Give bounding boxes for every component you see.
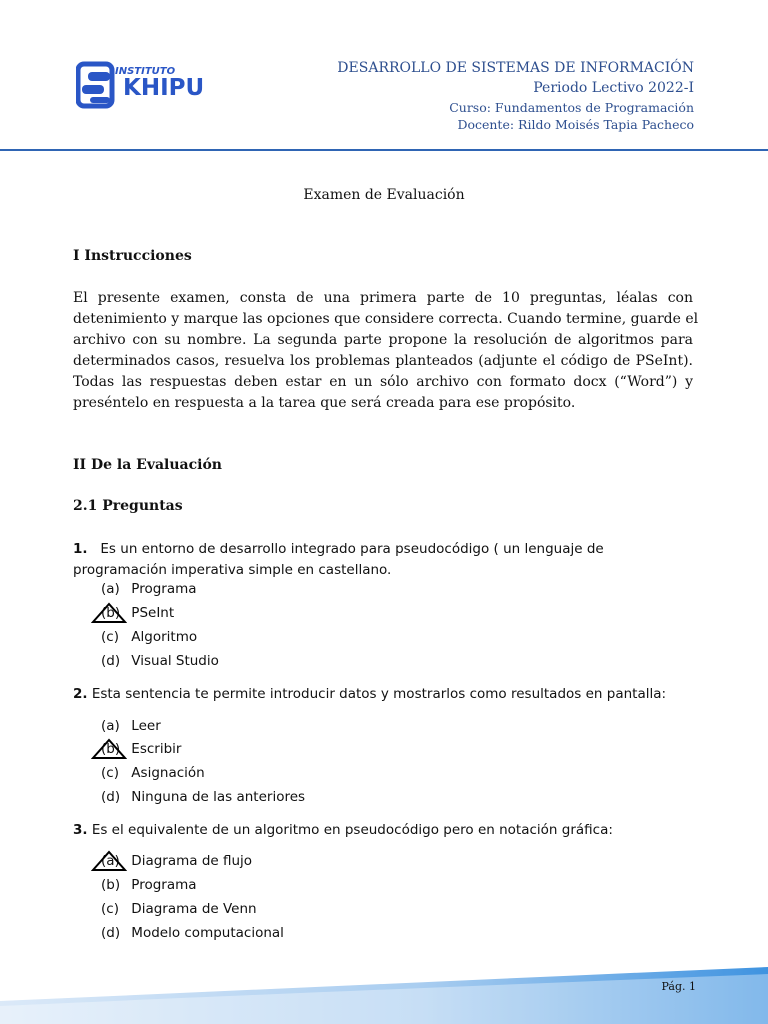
questions-heading: 2.1 Preguntas	[73, 498, 183, 514]
instructions-heading: I Instrucciones	[73, 248, 192, 264]
footer-wave-decoration	[0, 960, 768, 1024]
instructions-line: El presente examen, consta de una primera parte de 10 preguntas, léalas con	[73, 290, 693, 306]
option-label: (d)	[101, 789, 121, 805]
option-text: Visual Studio	[131, 653, 219, 669]
question-1-option-c[interactable]	[101, 629, 197, 645]
question-2-option-c[interactable]	[101, 765, 205, 781]
option-label: (b)	[101, 605, 121, 621]
option-label: (c)	[101, 901, 119, 917]
instructions-line: determinados casos, resuelva los problemas planteados (adjunte el código de PSeInt).	[73, 353, 693, 369]
logo-word-khipu: KHIPU	[123, 75, 205, 101]
option-text: Leer	[131, 718, 161, 734]
answer-mark-triangle-icon	[91, 602, 127, 624]
option-text: Asignación	[131, 765, 205, 781]
option-text: Programa	[131, 581, 197, 597]
question-number: 2.	[73, 686, 88, 702]
question-text-line: Es el equivalente de un algoritmo en pseudocódigo pero en notación gráfica:	[91, 822, 613, 838]
exam-title: Examen de Evaluación	[303, 187, 465, 203]
question-2-option-d[interactable]	[101, 789, 305, 805]
instructions-paragraph	[73, 288, 699, 414]
question-3-text	[73, 820, 613, 841]
answer-mark-triangle-icon	[91, 850, 127, 872]
option-text: Escribir	[131, 741, 182, 757]
option-label: (c)	[101, 629, 119, 645]
header-divider	[0, 149, 768, 151]
option-label: (a)	[101, 581, 120, 597]
option-label: (c)	[101, 765, 119, 781]
header-teacher: Docente: Rildo Moisés Tapia Pacheco	[457, 117, 694, 132]
question-text-line: programación imperativa simple en castellano.	[73, 562, 392, 578]
question-3-option-c[interactable]	[101, 901, 257, 917]
option-label: (b)	[101, 877, 121, 893]
option-text: Programa	[131, 877, 197, 893]
question-2-option-a[interactable]	[101, 718, 161, 734]
answer-mark-triangle-icon	[91, 738, 127, 760]
header-period: Periodo Lectivo 2022-I	[533, 80, 694, 96]
header-course: Curso: Fundamentos de Programación	[449, 100, 694, 115]
question-text-line: Es un entorno de desarrollo integrado para pseudocódigo ( un lenguaje de	[100, 541, 604, 557]
option-text: Diagrama de Venn	[131, 901, 257, 917]
instructions-line: Todas las respuestas deben estar en un sólo archivo con formato docx (“Word”) y	[73, 374, 693, 390]
page-number: Pág. 1	[661, 980, 696, 993]
instructions-line: detenimiento y marque las opciones que considere correcta. Cuando termine, guarde el	[73, 311, 699, 327]
question-2-text	[73, 684, 666, 705]
instructions-line: preséntelo en respuesta a la tarea que será creada para ese propósito.	[73, 395, 576, 411]
question-number: 3.	[73, 822, 88, 838]
question-text-line: Esta sentencia te permite introducir datos y mostrarlos como resultados en pantalla:	[91, 686, 667, 702]
question-number: 1.	[73, 541, 88, 557]
question-3-option-b[interactable]	[101, 877, 197, 893]
header-program-name: DESARROLLO DE SISTEMAS DE INFORMACIÓN	[337, 60, 694, 76]
question-1-text-continued	[73, 560, 391, 581]
instructions-line: archivo con su nombre. La segunda parte propone la resolución de algoritmos para	[73, 332, 693, 348]
option-text: Modelo computacional	[131, 925, 284, 941]
question-3-option-d[interactable]	[101, 925, 284, 941]
option-text: PSeInt	[131, 605, 175, 621]
question-1-text	[73, 539, 604, 560]
option-text: Diagrama de flujo	[131, 853, 253, 869]
option-text: Algoritmo	[131, 629, 198, 645]
option-label: (a)	[101, 853, 120, 869]
question-1-option-a[interactable]	[101, 581, 197, 597]
option-label: (d)	[101, 653, 121, 669]
option-label: (d)	[101, 925, 121, 941]
evaluation-heading: II De la Evaluación	[73, 457, 222, 473]
logo-word-instituto: INSTITUTO	[115, 66, 176, 77]
option-text: Ninguna de las anteriores	[131, 789, 306, 805]
question-1-option-d[interactable]	[101, 653, 219, 669]
option-label: (b)	[101, 741, 121, 757]
option-label: (a)	[101, 718, 120, 734]
